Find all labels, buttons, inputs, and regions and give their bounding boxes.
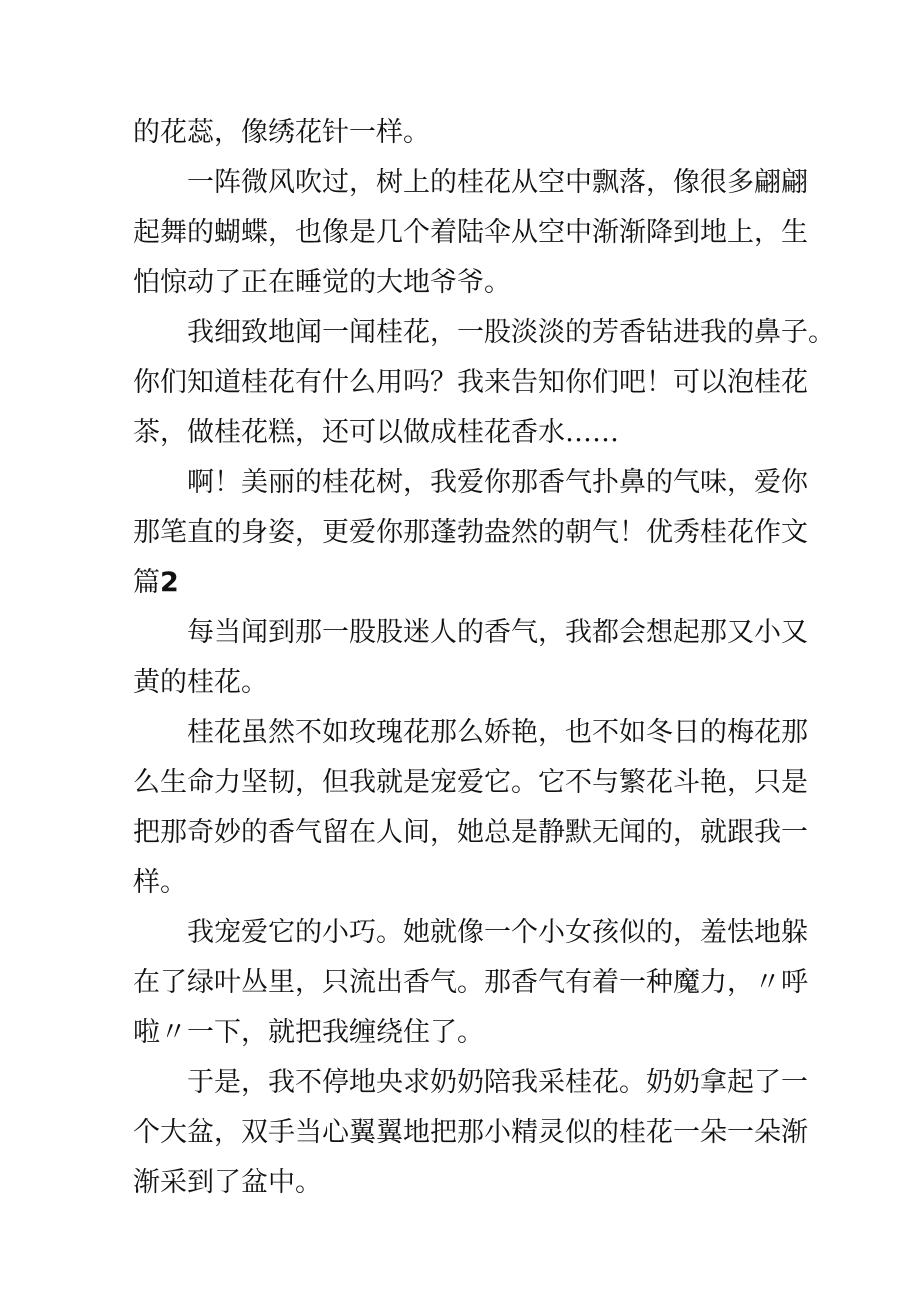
section-heading-prefix: 篇 <box>133 567 160 598</box>
text-line: 那笔直的身姿，更爱你那蓬勃盎然的朝气！优秀桂花作文 <box>133 517 808 548</box>
text-line: 啦〃一下，就把我缠绕住了。 <box>133 1017 484 1048</box>
text-line: 样。 <box>133 867 187 898</box>
paragraph-first-line: 一阵微风吹过，树上的桂花从空中飘落，像很多翩翩 <box>187 167 808 198</box>
text-line: 黄的桂花。 <box>133 667 268 698</box>
paragraph-first-line: 我宠爱它的小巧。她就像一个小女孩似的，羞怯地躲 <box>187 917 808 948</box>
paragraph-first-line: 我细致地闻一闻桂花，一股淡淡的芳香钻进我的鼻子。 <box>187 317 835 348</box>
text-line: 你们知道桂花有什么用吗？我来告知你们吧！可以泡桂花 <box>133 367 808 398</box>
paragraph-first-line: 每当闻到那一股股迷人的香气，我都会想起那又小又 <box>187 617 808 648</box>
text-line: 的花蕊，像绣花针一样。 <box>133 117 430 148</box>
text-line: 么生命力坚韧，但我就是宠爱它。它不与繁花斗艳，只是 <box>133 767 808 798</box>
text-line: 在了绿叶丛里，只流出香气。那香气有着一种魔力，〃呼 <box>133 967 808 998</box>
text-line: 茶，做桂花糕，还可以做成桂花香水…… <box>133 417 619 448</box>
text-line: 渐采到了盆中。 <box>133 1167 322 1198</box>
section-heading-line <box>133 564 179 602</box>
text-line: 个大盆，双手当心翼翼地把那小精灵似的桂花一朵一朵渐 <box>133 1117 808 1148</box>
paragraph-first-line: 啊！美丽的桂花树，我爱你那香气扑鼻的气味，爱你 <box>187 467 808 498</box>
paragraph-first-line: 桂花虽然不如玫瑰花那么娇艳，也不如冬日的梅花那 <box>187 717 808 748</box>
paragraph-first-line: 于是，我不停地央求奶奶陪我采桂花。奶奶拿起了一 <box>187 1067 808 1098</box>
text-line: 起舞的蝴蝶，也像是几个着陆伞从空中渐渐降到地上，生 <box>133 217 808 248</box>
text-line: 怕惊动了正在睡觉的大地爷爷。 <box>133 267 511 298</box>
section-heading-number: 2 <box>160 567 179 598</box>
text-line: 把那奇妙的香气留在人间，她总是静默无闻的，就跟我一 <box>133 817 808 848</box>
